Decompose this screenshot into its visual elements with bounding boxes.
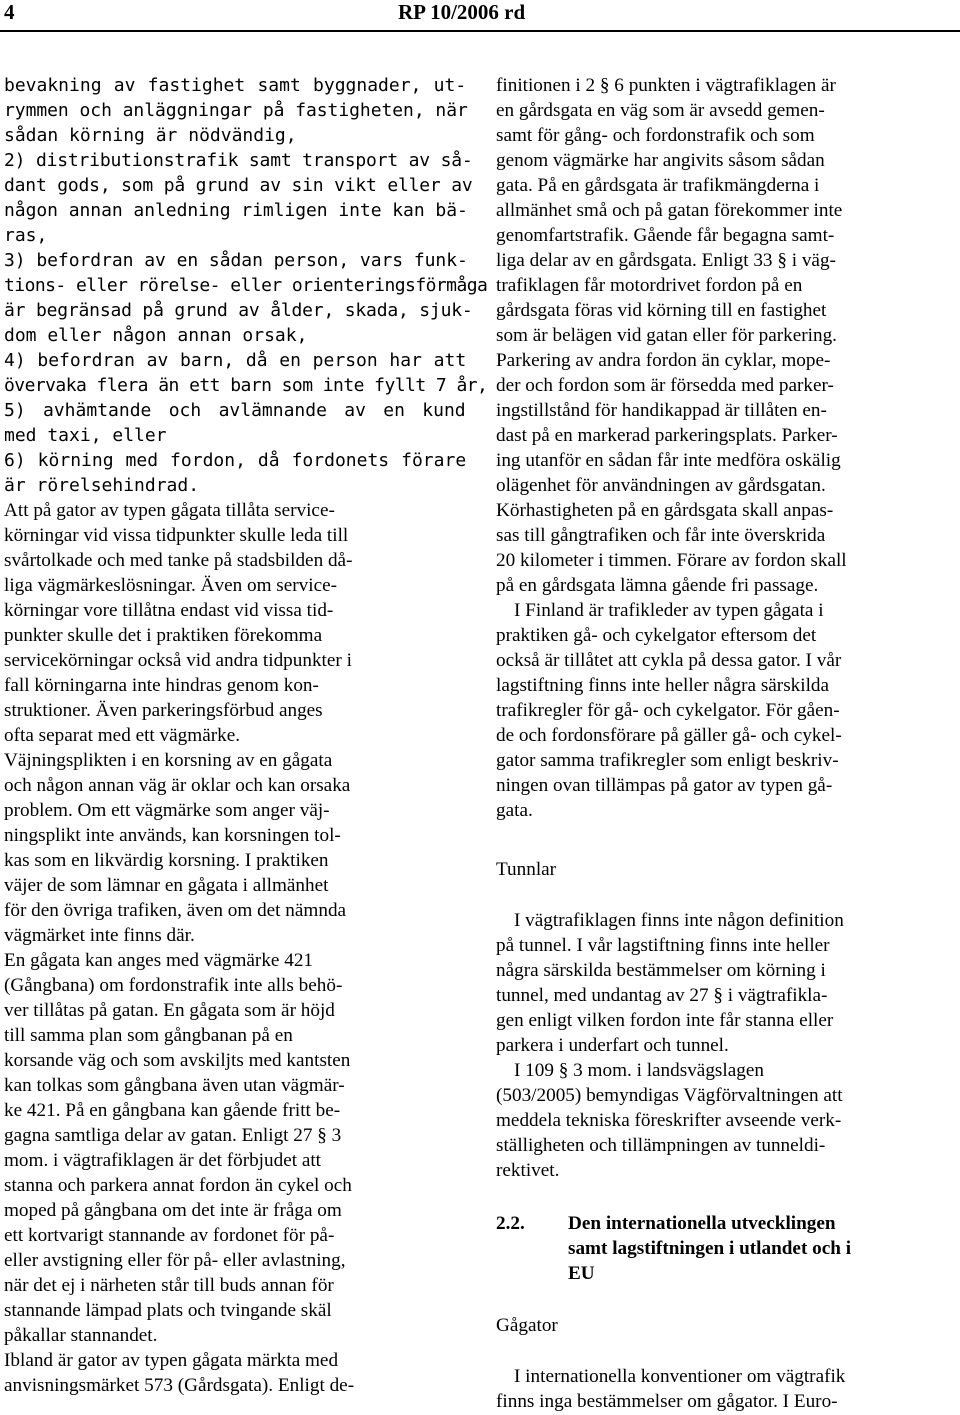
text-line: bevakning av fastighet samt byggnader, ut- xyxy=(4,75,467,96)
text-line: dast på en markerad parkeringsplats. Parker- xyxy=(496,425,838,446)
text-line: Att på gator av typen gågata tillåta service- xyxy=(4,500,335,521)
text-line: lagstiftning finns inte heller några särskilda xyxy=(496,675,830,696)
text-line: också är tillåtet att cykla på dessa gator. I vår xyxy=(496,650,842,671)
page-number: 4 xyxy=(4,0,15,24)
text-line: kas som en likvärdig korsning. I praktiken xyxy=(4,850,329,871)
text-line: der och fordon som är försedda med parker- xyxy=(496,375,834,396)
document-id: RP 10/2006 rd xyxy=(398,0,526,24)
text-line: ett kortvarigt stannande av fordonet för på- xyxy=(4,1225,335,1246)
text-line: och någon annan väg är oklar och kan orsaka xyxy=(4,775,351,796)
text-line: dom eller någon annan orsak, xyxy=(4,325,308,346)
text-line: trafikregler för gå- och cykelgator. För gåen- xyxy=(496,700,840,721)
text-line: Parkering av andra fordon än cyklar, mope- xyxy=(496,350,831,371)
text-line: moped på gångbana om det inte är fråga om xyxy=(4,1200,342,1221)
text-line: en gårdsgata en väg som är avsedd gemen- xyxy=(496,100,825,121)
text-line: på en gårdsgata lämna gående fri passage. xyxy=(496,575,819,596)
text-line: trafiklagen får motordrivet fordon på en xyxy=(496,275,803,296)
text-line: samt lagstiftningen i utlandet och i xyxy=(568,1238,852,1259)
text-line: finitionen i 2 § 6 punkten i vägtrafiklagen är xyxy=(496,75,836,96)
text-line: I internationella konventioner om vägtrafik xyxy=(514,1366,846,1387)
text-line: stannande lämpad plats och tvingande skäl xyxy=(4,1300,332,1321)
text-line: En gågata kan anges med vägmärke 421 xyxy=(4,950,314,971)
page-header xyxy=(0,0,960,44)
text-line: kan tolkas som gångbana även utan vägmär- xyxy=(4,1075,345,1096)
text-line: körningar vid vissa tidpunkter skulle leda till xyxy=(4,525,349,546)
text-line: (503/2005) bemyndigas Vägförvaltningen att xyxy=(496,1085,843,1106)
text-line: som är belägen vid gatan eller för parkering. xyxy=(496,325,837,346)
text-line: allmänhet små och på gatan förekommer inte xyxy=(496,200,843,221)
text-line: sådan körning är nödvändig, xyxy=(4,125,297,146)
text-line: svårtolkade och med tanke på stadsbilden då- xyxy=(4,550,353,571)
text-line: övervaka flera än ett barn som inte fyllt 7 år, xyxy=(4,375,488,396)
text-line: ing utanför en sådan får inte medföra oskälig xyxy=(496,450,841,471)
text-line: gator samma trafikregler som enligt beskriv- xyxy=(496,750,839,771)
text-line: gata. xyxy=(496,800,533,821)
text-line: parkera i underfart och tunnel. xyxy=(496,1035,729,1056)
text-line: 3) befordran av en sådan person, vars funk- xyxy=(4,250,468,271)
text-line: ningsplikt inte används, kan korsningen tol- xyxy=(4,825,341,846)
text-line: ningen ovan tillämpas på gator av typen gå- xyxy=(496,775,833,796)
text-line: Gågator xyxy=(496,1315,558,1336)
text-line: gata. På en gårdsgata är trafikmängderna i xyxy=(496,175,820,196)
text-line: servicekörningar också vid andra tidpunkter i xyxy=(4,650,352,671)
text-line: I 109 § 3 mom. i landsvägslagen xyxy=(514,1060,764,1081)
text-line: (Gångbana) om fordonstrafik inte alls behö- xyxy=(4,975,343,996)
text-line: på tunnel. I vår lagstiftning finns inte heller xyxy=(496,935,830,956)
text-line: någon annan anledning rimligen inte kan bä- xyxy=(4,200,468,221)
text-line: körningar vore tillåtna endast vid vissa tid- xyxy=(4,600,334,621)
text-line: ras, xyxy=(4,225,48,246)
text-line: 6) körning med fordon, då fordonets förare xyxy=(4,450,467,471)
text-line: genom vägmärke har angivits såsom sådan xyxy=(496,150,825,171)
text-line: tunnel, med undantag av 27 § i vägtrafikla- xyxy=(496,985,828,1006)
text-line: ingstillstånd för handikappad är tillåten en- xyxy=(496,400,827,421)
text-line: är begränsad på grund av ålder, skada, sjuk- xyxy=(4,300,473,321)
text-line: eller avstigning eller för på- eller avlastning, xyxy=(4,1250,346,1271)
text-line: är rörelsehindrad. xyxy=(4,475,200,496)
text-line: punkter skulle det i praktiken förekomma xyxy=(4,625,323,646)
text-line: rektivet. xyxy=(496,1160,560,1181)
text-line: ofta separat med ett vägmärke. xyxy=(4,725,241,746)
text-line: genomfartstrafik. Gående får begagna samt- xyxy=(496,225,835,246)
text-line: Väjningsplikten i en korsning av en gågata xyxy=(4,750,333,771)
text-line: I vägtrafiklagen finns inte någon definition xyxy=(514,910,844,931)
text-line: tions- eller rörelse- eller orienteringsförmåga xyxy=(4,275,488,296)
text-line: finns inga bestämmelser om gågator. I Euro- xyxy=(496,1391,838,1412)
text-line: EU xyxy=(568,1263,595,1284)
text-line: 20 kilometer i timmen. Förare av fordon skall xyxy=(496,550,847,571)
text-line: Tunnlar xyxy=(496,859,557,880)
text-line: I Finland är trafikleder av typen gågata i xyxy=(514,600,824,621)
text-line: praktiken gå- och cykelgator eftersom det xyxy=(496,625,817,646)
text-line: 2.2. xyxy=(496,1213,525,1234)
text-line: ke 421. På en gångbana kan gående fritt be- xyxy=(4,1100,341,1121)
text-line: anvisningsmärket 573 (Gårdsgata). Enligt de- xyxy=(4,1375,355,1396)
text-line: för den övriga trafiken, även om det nämnda xyxy=(4,900,347,921)
text-line: korsande väg och som avskiljts med kantsten xyxy=(4,1050,351,1071)
text-line: Den internationella utvecklingen xyxy=(568,1213,836,1234)
text-line: mom. i vägtrafiklagen är det förbjudet att xyxy=(4,1150,322,1171)
text-line: vägmärket inte finns där. xyxy=(4,925,195,946)
text-line: påkallar stannandet. xyxy=(4,1325,158,1346)
text-line: 4) befordran av barn, då en person har att xyxy=(4,350,467,371)
text-line: med taxi, eller xyxy=(4,425,167,446)
text-line: 5) avhämtande och avlämnande av en kund xyxy=(4,400,466,421)
text-line: olägenhet för användningen av gårdsgatan. xyxy=(496,475,826,496)
text-line: Ibland är gator av typen gågata märkta med xyxy=(4,1350,339,1371)
text-line: stanna och parkera annat fordon än cykel och xyxy=(4,1175,352,1196)
text-line: väjer de som lämnar en gågata i allmänhet xyxy=(4,875,329,896)
text-line: struktioner. Även parkeringsförbud anges xyxy=(4,700,323,721)
text-line: liga delar av en gårdsgata. Enligt 33 § i väg- xyxy=(496,250,836,271)
text-line: Körhastigheten på en gårdsgata skall anpas- xyxy=(496,500,834,521)
text-line: liga vägmärkeslösningar. Även om service- xyxy=(4,575,338,596)
text-line: meddela tekniska föreskrifter avseende verk- xyxy=(496,1110,842,1131)
text-line: några särskilda bestämmelser om körning i xyxy=(496,960,826,981)
text-line: dant gods, som på grund av sin vikt eller av xyxy=(4,175,473,196)
text-line: problem. Om ett vägmärke som anger väj- xyxy=(4,800,330,821)
text-line: fall körningarna inte hindras genom kon- xyxy=(4,675,319,696)
text-line: till samma plan som gångbanan på en xyxy=(4,1025,293,1046)
text-line: sas till gångtrafiken och får inte överskrida xyxy=(496,525,826,546)
text-line: gen enligt vilken fordon inte får stanna eller xyxy=(496,1010,834,1031)
text-line: 2) distributionstrafik samt transport av så- xyxy=(4,150,473,171)
text-line: de och fordonsförare på gäller gå- och cykel- xyxy=(496,725,842,746)
text-line: gårdsgata föras vid körning till en fastighet xyxy=(496,300,827,321)
text-line: rymmen och anläggningar på fastigheten, när xyxy=(4,100,468,121)
text-line: ställigheten och tillämpningen av tunneldi- xyxy=(496,1135,826,1156)
text-line: gagna samtliga delar av gatan. Enligt 27 § 3 xyxy=(4,1125,342,1146)
text-line: när det ej i närheten står till buds annan för xyxy=(4,1275,334,1296)
text-line: samt för gång- och fordonstrafik och som xyxy=(496,125,815,146)
text-line: ver tillåtas på gatan. En gågata som är höjd xyxy=(4,1000,335,1021)
header-rule xyxy=(0,30,960,32)
